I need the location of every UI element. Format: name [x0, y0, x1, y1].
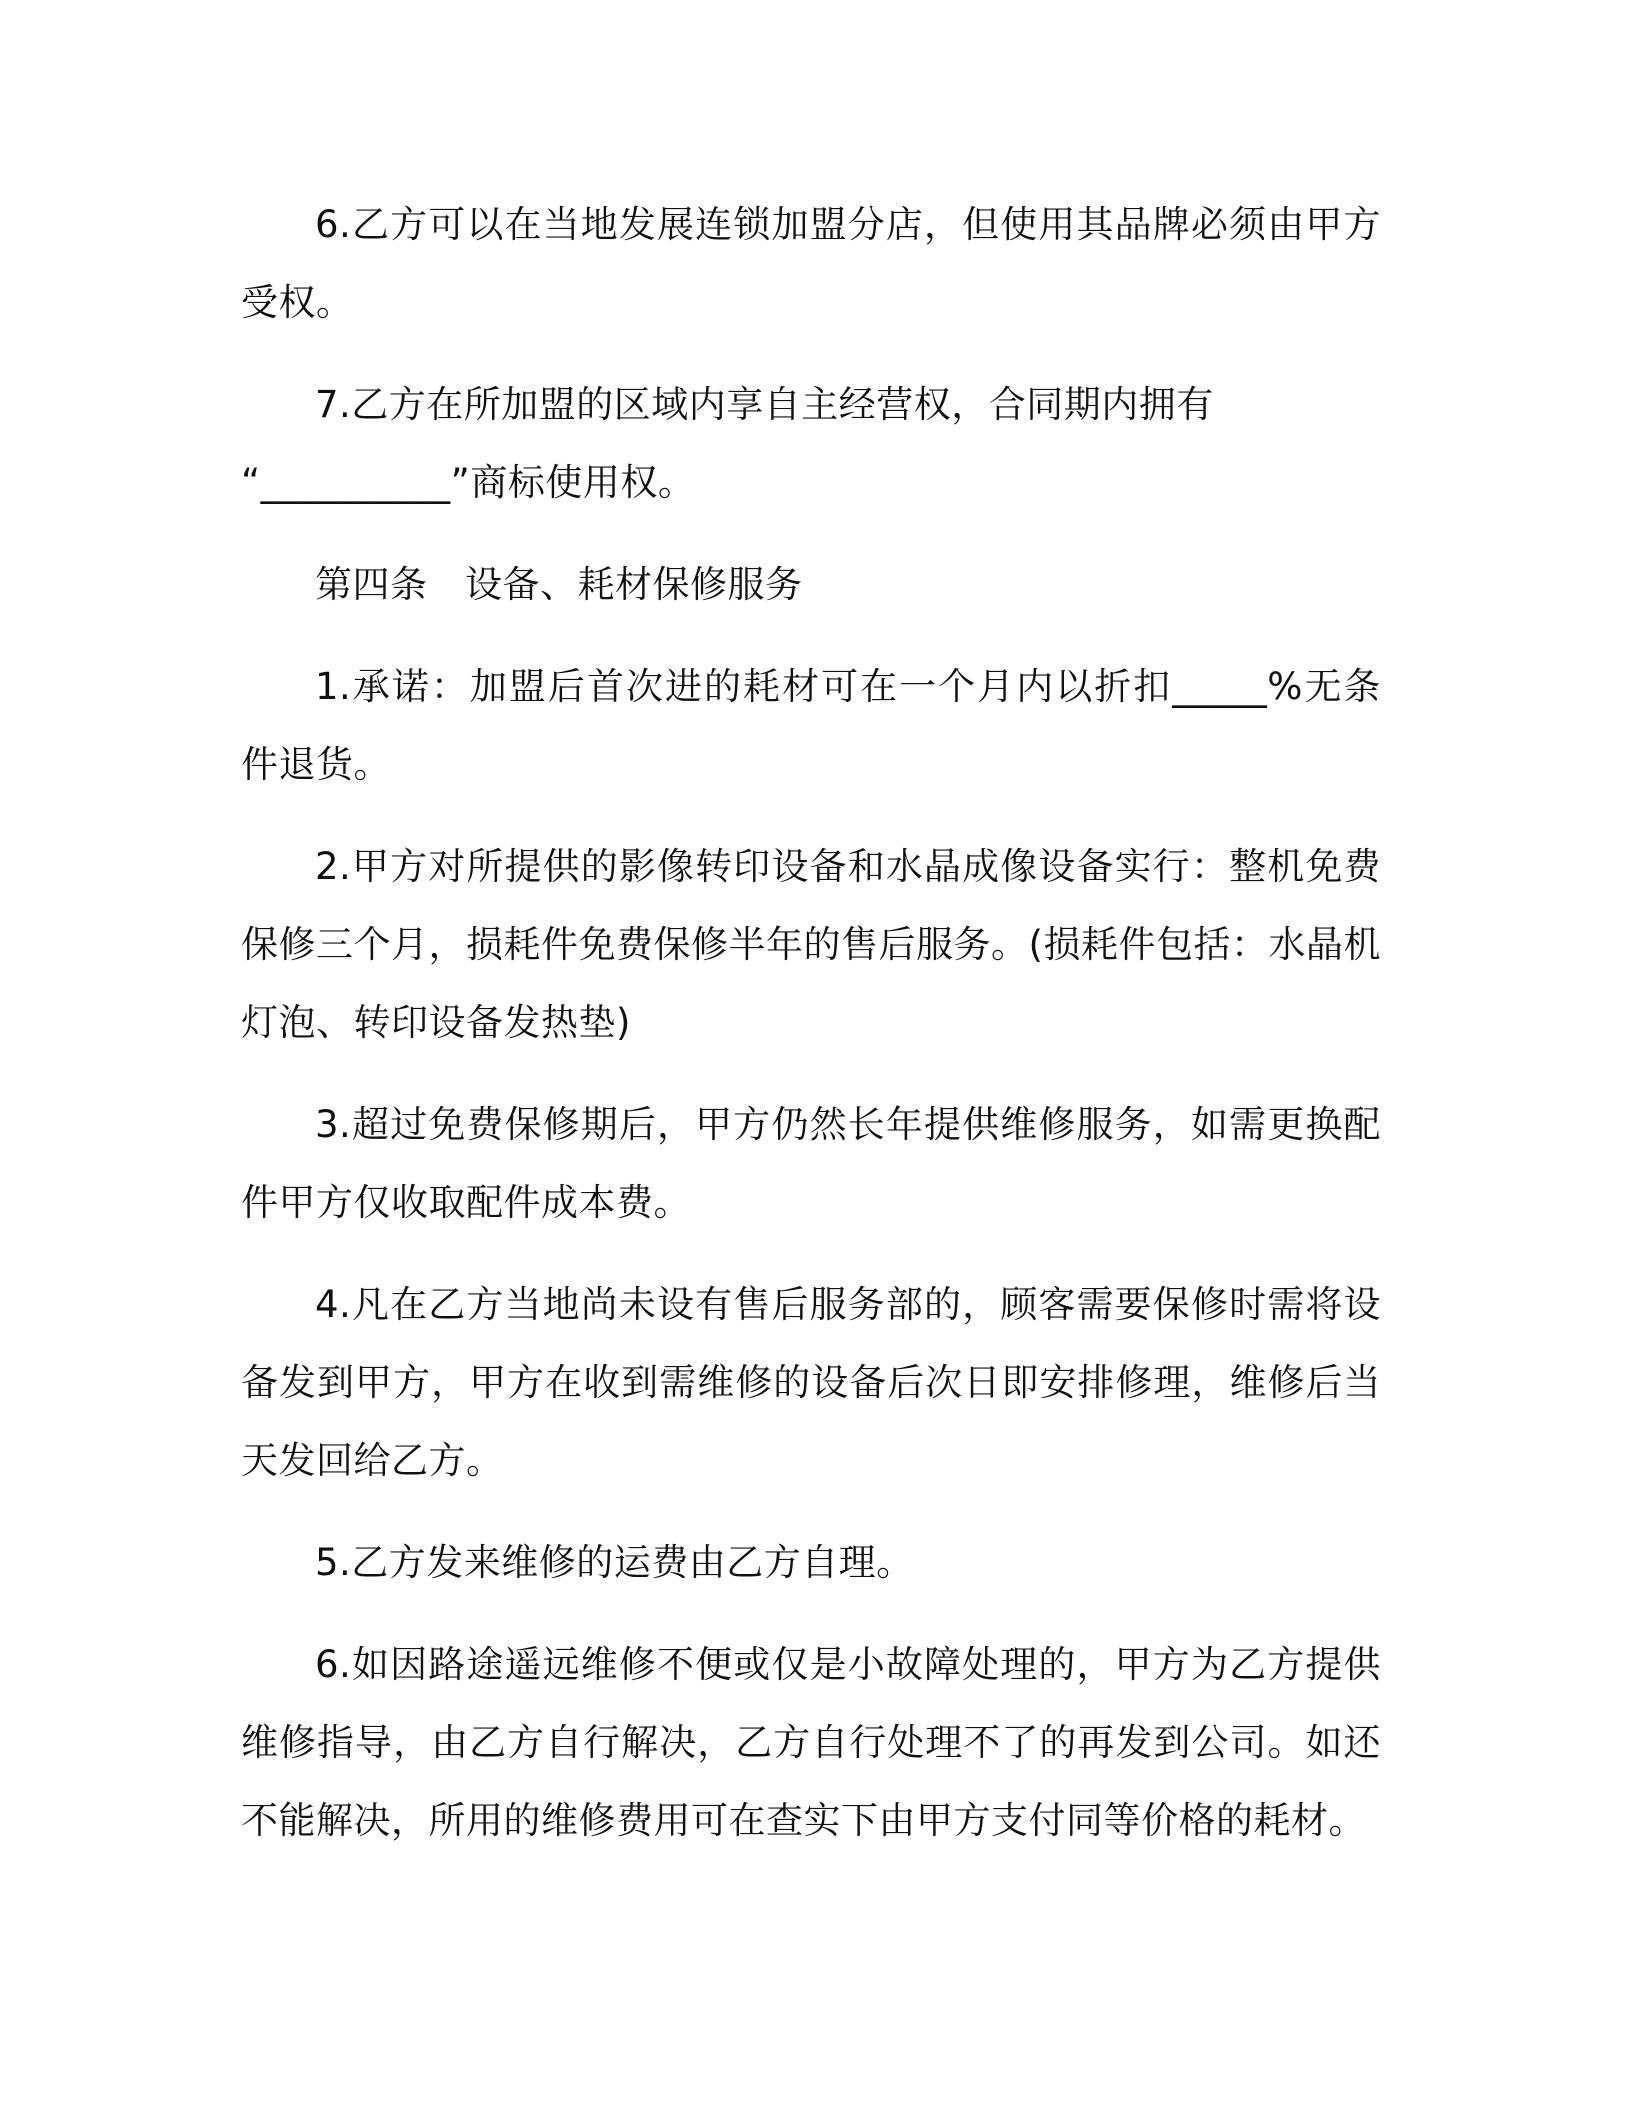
clause-4-2-paragraph: 2.甲方对所提供的影像转印设备和水晶成像设备实行：整机免费保修三个月，损耗件免费保修半年的售后服务。(损耗件包括：水晶机灯泡、转印设备发热垫) — [241, 845, 1381, 1044]
clause-4-3-paragraph: 3.超过免费保修期后，甲方仍然长年提供维修服务，如需更换配件甲方仅收取配件成本费。 — [241, 1103, 1381, 1224]
clause-3-7-line-2: “__________”商标使用权。 — [241, 461, 696, 504]
clause-3-6-paragraph: 6.乙方可以在当地发展连锁加盟分店，但使用其品牌必须由甲方受权。 — [241, 203, 1381, 324]
article-4-heading: 第四条 设备、耗材保修服务 — [315, 563, 803, 606]
clause-4-6-paragraph: 6.如因路途遥远维修不便或仅是小故障处理的，甲方为乙方提供维修指导，由乙方自行解决，乙方自行处理不了的再发到公司。如还不能解决，所用的维修费用可在查实下由甲方支付同等价格的耗材。 — [241, 1643, 1381, 1842]
clause-4-5-paragraph: 5.乙方发来维修的运费由乙方自理。 — [315, 1541, 914, 1584]
clause-4-1-paragraph: 1.承诺：加盟后首次进的耗材可在一个月内以折扣_____%无条件退货。 — [241, 665, 1381, 786]
clause-3-7-line-1: 7.乙方在所加盟的区域内享自主经营权，合同期内拥有 — [315, 383, 1214, 426]
clause-3-7-paragraph — [241, 366, 1381, 522]
clause-4-4-paragraph: 4.凡在乙方当地尚未设有售后服务部的，顾客需要保修时需将设备发到甲方，甲方在收到需维修的设备后次日即安排修理，维修后当天发回给乙方。 — [241, 1283, 1381, 1482]
document-page — [241, 186, 1381, 1884]
